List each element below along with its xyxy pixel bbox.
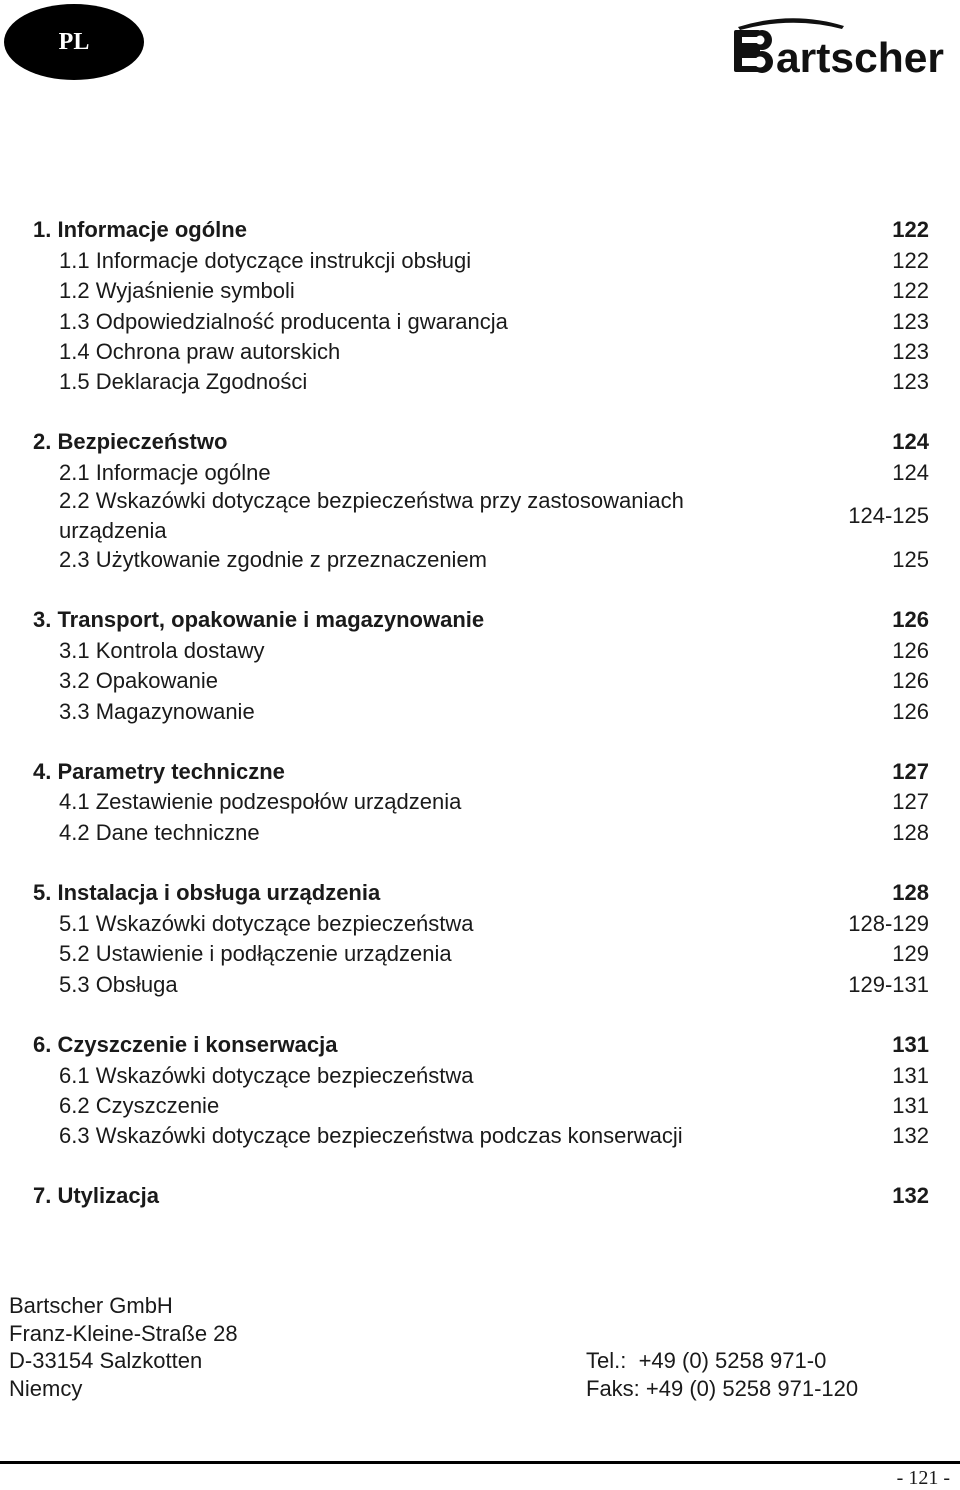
toc-entry	[0, 605, 960, 635]
toc-entry	[0, 970, 960, 1000]
toc-title: 6.3 Wskazówki dotyczące bezpieczeństwa podczas konserwacji	[59, 1123, 683, 1148]
toc-entry	[0, 367, 960, 397]
toc-entry	[0, 307, 960, 337]
toc-title: 5.2 Ustawienie i podłączenie urządzenia	[59, 941, 452, 966]
toc-title: 7. Utylizacja	[33, 1183, 159, 1208]
toc-title: 3. Transport, opakowanie i magazynowanie	[33, 607, 485, 632]
toc-page: 126	[892, 699, 929, 724]
toc-entry	[0, 636, 960, 666]
toc-title: 6.1 Wskazówki dotyczące bezpieczeństwa	[59, 1063, 474, 1088]
toc-page: 129	[892, 941, 929, 966]
toc-page: 131	[892, 1063, 929, 1088]
toc-page: 127	[892, 789, 929, 814]
toc-title: 2.3 Użytkowanie zgodnie z przeznaczeniem	[59, 547, 488, 572]
toc-entry	[0, 1121, 960, 1151]
toc-entry	[0, 909, 960, 939]
toc-entry	[0, 939, 960, 969]
country: Niemcy	[9, 1376, 83, 1401]
toc-page: 126	[892, 607, 929, 632]
toc-page: 122	[892, 278, 929, 303]
toc-entry	[0, 818, 960, 848]
toc-page: 128-129	[848, 911, 929, 936]
toc-page: 132	[892, 1123, 929, 1148]
toc-entry	[0, 1030, 960, 1060]
toc-title: 6. Czyszczenie i konserwacja	[33, 1032, 338, 1057]
svg-text:artscher: artscher	[776, 34, 944, 78]
toc-title: 4. Parametry techniczne	[33, 759, 285, 784]
toc-page: 129-131	[848, 972, 929, 997]
toc-page: 126	[892, 638, 929, 663]
language-badge: PL	[4, 4, 144, 80]
toc-entry	[0, 1181, 960, 1211]
toc-page: 124	[892, 429, 929, 454]
toc-page: 127	[892, 759, 929, 784]
toc-title: 5.1 Wskazówki dotyczące bezpieczeństwa	[59, 911, 474, 936]
toc-title: 5. Instalacja i obsługa urządzenia	[33, 880, 381, 905]
toc-entry	[0, 545, 960, 575]
toc-entry	[0, 337, 960, 367]
toc-title: 1.2 Wyjaśnienie symboli	[59, 278, 295, 303]
toc-title: 5.3 Obsługa	[59, 972, 178, 997]
toc-entry	[0, 276, 960, 306]
toc-page: 122	[892, 248, 929, 273]
toc-title: 1.5 Deklaracja Zgodności	[59, 369, 308, 394]
toc-title: 2. Bezpieczeństwo	[33, 429, 228, 454]
toc-page: 124	[892, 460, 929, 485]
toc-entry	[0, 878, 960, 908]
toc-entry	[0, 1061, 960, 1091]
toc-entry	[0, 427, 960, 457]
toc-page: 132	[892, 1183, 929, 1208]
toc-title: 2.2 Wskazówki dotyczące bezpieczeństwa przy zastosowaniach urządzenia	[59, 488, 684, 543]
toc-page: 124-125	[848, 503, 929, 528]
toc-entry	[0, 697, 960, 727]
toc-entry	[0, 757, 960, 787]
toc-page: 128	[892, 820, 929, 845]
page-number: - 121 -	[896, 1467, 950, 1489]
toc-page: 123	[892, 309, 929, 334]
toc-entry	[0, 246, 960, 276]
toc-title: 4.2 Dane techniczne	[59, 820, 260, 845]
telephone: Tel.: +49 (0) 5258 971-0	[586, 1348, 827, 1373]
toc-page: 126	[892, 668, 929, 693]
toc-title: 1. Informacje ogólne	[33, 217, 247, 242]
toc-title: 3.1 Kontrola dostawy	[59, 638, 265, 663]
toc-title: 1.1 Informacje dotyczące instrukcji obsługi	[59, 248, 472, 273]
toc-title: 3.2 Opakowanie	[59, 668, 218, 693]
toc-title: 6.2 Czyszczenie	[59, 1093, 220, 1118]
toc-page: 128	[892, 880, 929, 905]
toc-page: 125	[892, 547, 929, 572]
toc-title: 3.3 Magazynowanie	[59, 699, 255, 724]
toc-entry	[0, 787, 960, 817]
toc-title: 1.3 Odpowiedzialność producenta i gwarancja	[59, 309, 508, 334]
toc-page: 123	[892, 339, 929, 364]
toc-page: 123	[892, 369, 929, 394]
toc-entry	[0, 486, 960, 546]
toc-title: 1.4 Ochrona praw autorskich	[59, 339, 341, 364]
city-address: D-33154 Salzkotten	[9, 1348, 203, 1373]
street-address: Franz-Kleine-Straße 28	[9, 1321, 238, 1346]
bartscher-logo	[732, 18, 948, 78]
footer-divider	[0, 1461, 960, 1464]
toc-title: 2.1 Informacje ogólne	[59, 460, 271, 485]
toc-entry	[0, 1091, 960, 1121]
toc-entry	[0, 666, 960, 696]
toc-page: 122	[892, 217, 929, 242]
toc-title: 4.1 Zestawienie podzespołów urządzenia	[59, 789, 462, 814]
toc-entry	[0, 458, 960, 488]
toc-entry	[0, 215, 960, 245]
fax: Faks: +49 (0) 5258 971-120	[586, 1376, 859, 1401]
company-name: Bartscher GmbH	[9, 1293, 173, 1318]
toc-page: 131	[892, 1032, 929, 1057]
toc-page: 131	[892, 1093, 929, 1118]
